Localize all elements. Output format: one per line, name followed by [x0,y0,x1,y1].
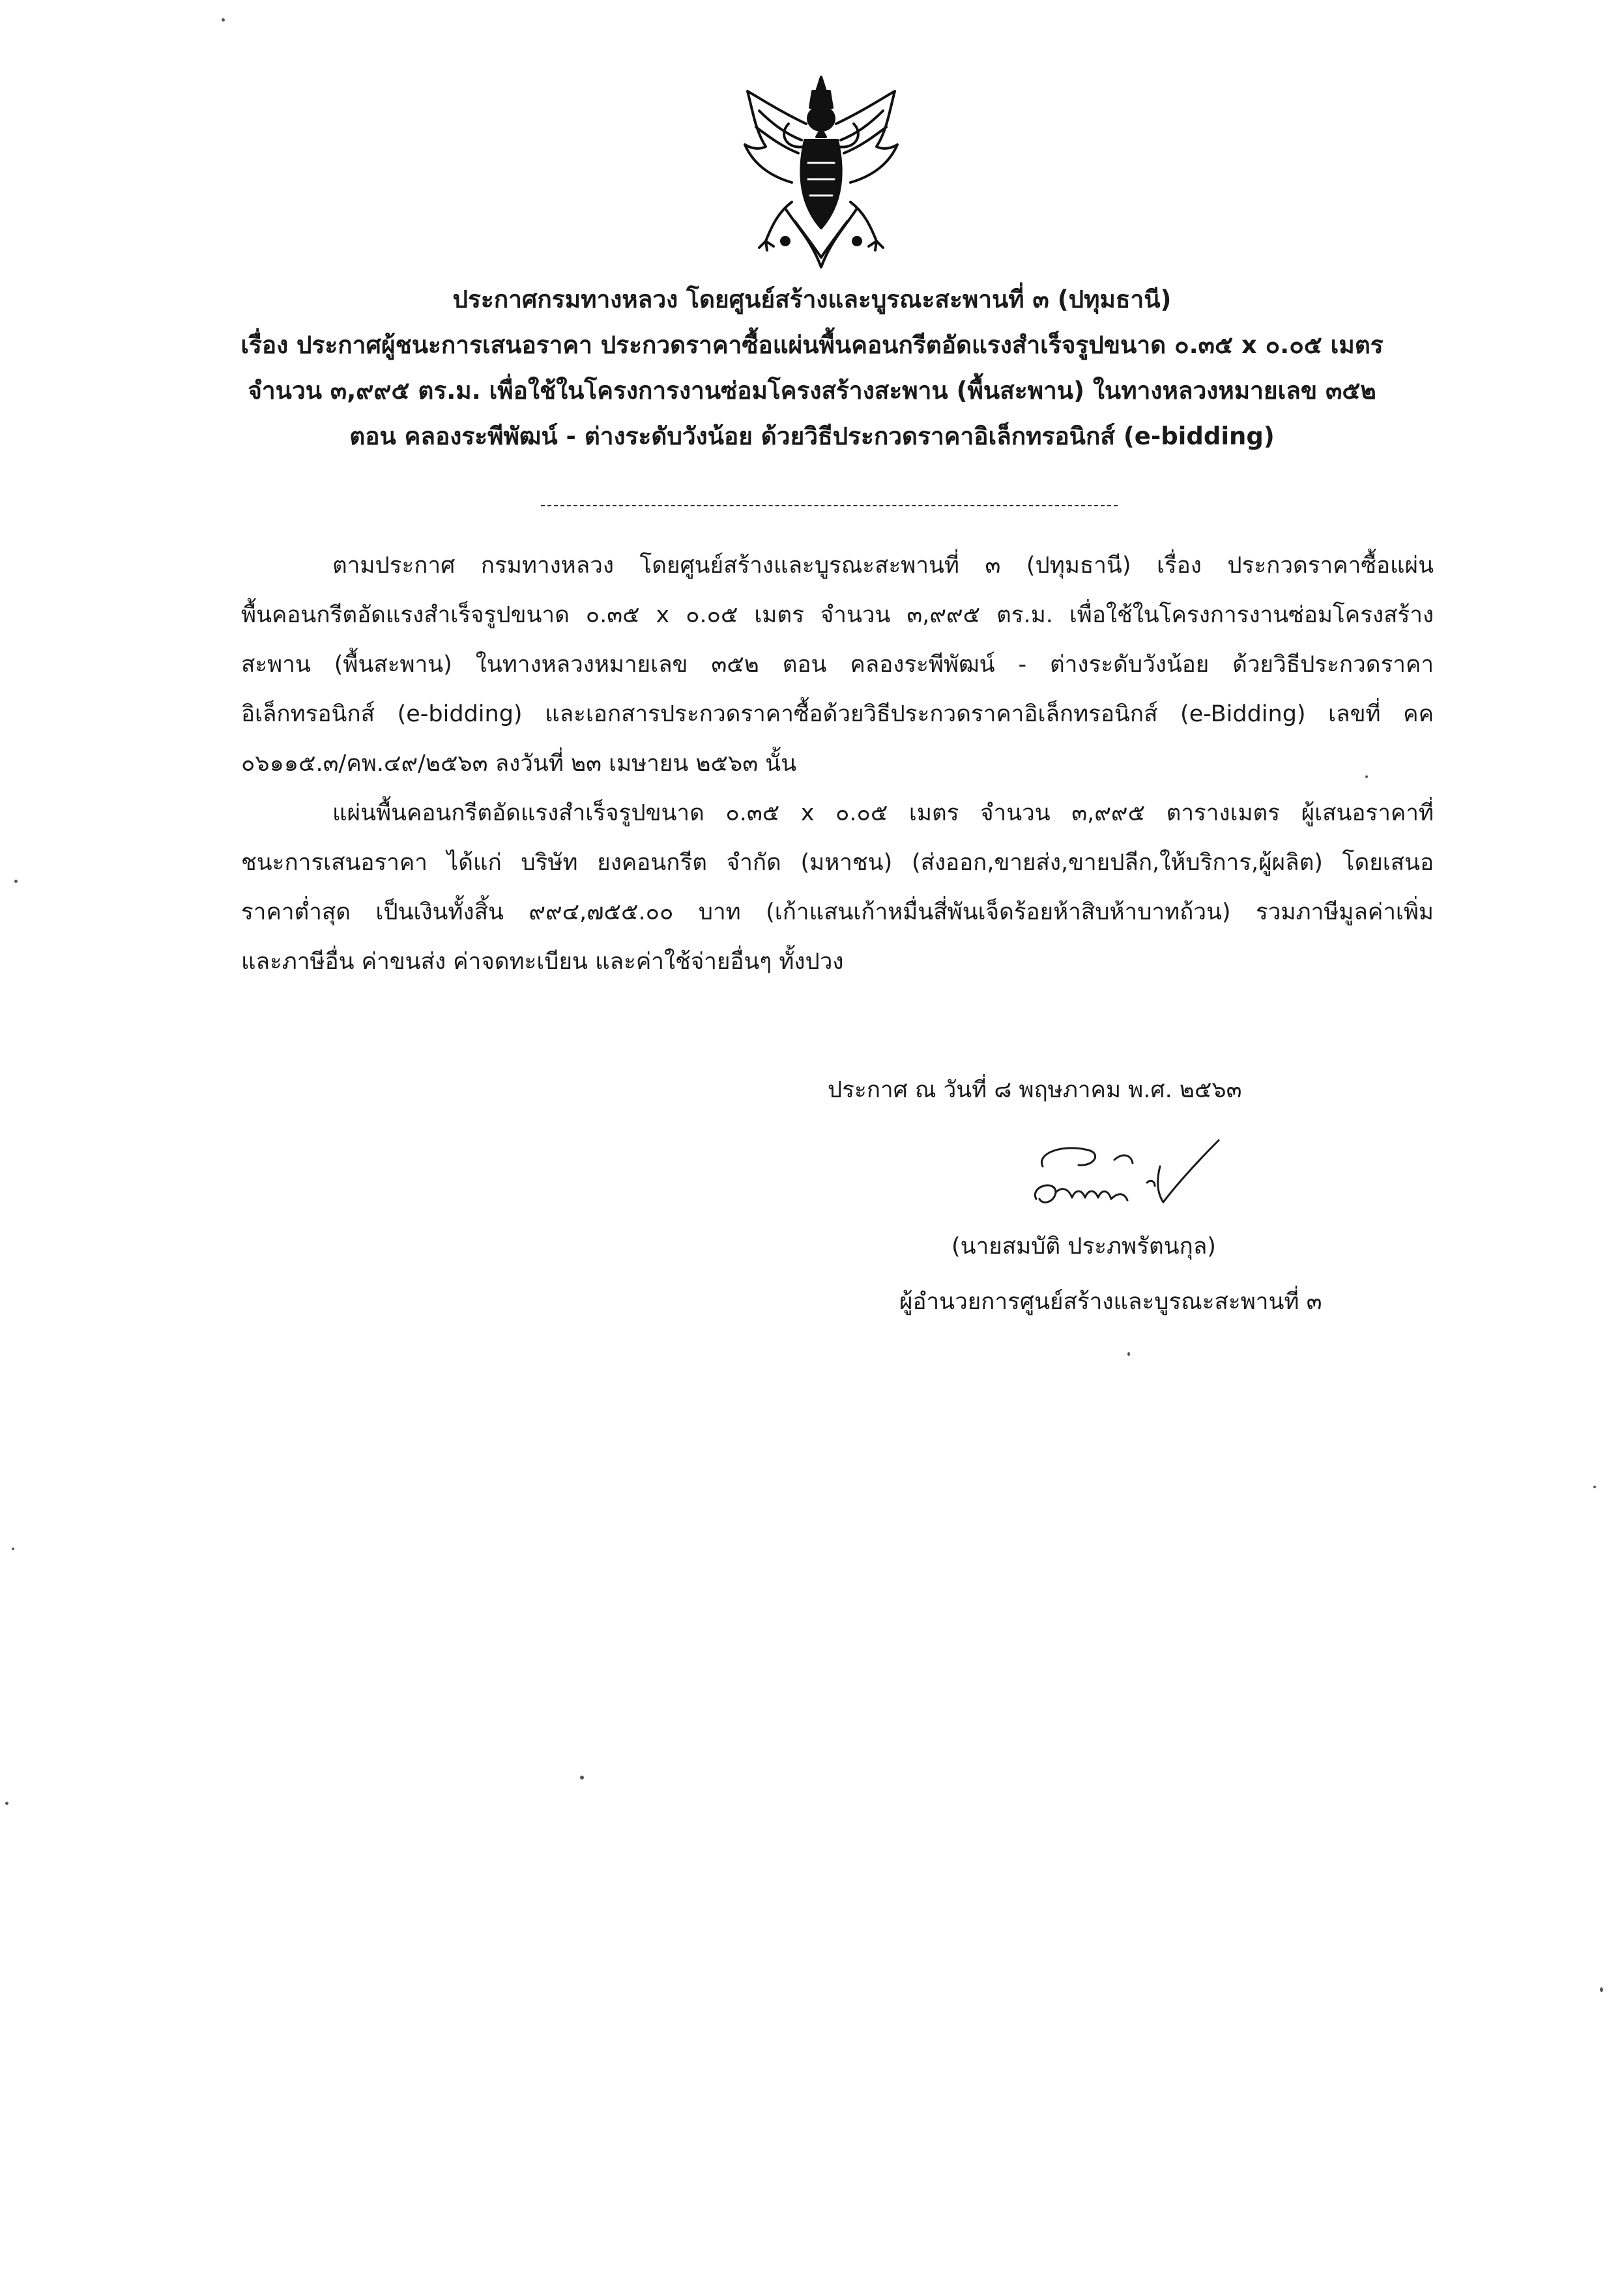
paragraph-line: อิเล็กทรอนิกส์ (e-bidding) และเอกสารประกวดราคาซื้อด้วยวิธีประกวดราคาอิเล็กทรอนิกส์ (e-Bidding) เลขที่ คค [241,701,1434,727]
paragraph-line: ราคาต่ำสุด เป็นเงินทั้งสิ้น ๙๙๔,๗๕๕.๐๐ บาท (เก้าแสนเก้าหมื่นสี่พันเจ็ดร้อยห้าสิบห้าบาทถ้วน) รวมภาษีมูลค่าเพิ่ม [241,899,1434,925]
scan-speck [1593,1486,1596,1488]
paragraph-line: ตามประกาศ กรมทางหลวง โดยศูนย์สร้างและบูรณะสะพานที่ ๓ (ปทุมธานี) เรื่อง ประกวดราคาซื้อแผ่น [332,553,1434,579]
title-line: ตอน คลองระพีพัฒน์ - ต่างระดับวังน้อย ด้วยวิธีประกวดราคาอิเล็กทรอนิกส์ (e-bidding) [349,422,1275,450]
paragraph-line: ๐๖๑๑๕.๓/คพ.๔๙/๒๕๖๓ ลงวันที่ ๒๓ เมษายน ๒๕๖๓ นั้น [241,751,797,777]
signer-name: (นายสมบัติ ประภพรัตนกุล) [951,1233,1216,1260]
title-line: ประกาศกรมทางหลวง โดยศูนย์สร้างและบูรณะสะพานที่ ๓ (ปทุมธานี) [452,285,1172,313]
announcement-body [241,541,1434,987]
paragraph-line: แผ่นพื้นคอนกรีตอัดแรงสำเร็จรูปขนาด ๐.๓๕ x ๐.๐๕ เมตร จำนวน ๓,๙๙๕ ตารางเมตร ผู้เสนอราคาที่ [332,800,1434,826]
paragraph-line: และภาษีอื่น ค่าขนส่ง ค่าจดทะเบียน และค่าใช้จ่ายอื่นๆ ทั้งปวง [241,949,844,975]
signer-title: ผู้อำนวยการศูนย์สร้างและบูรณะสะพานที่ ๓ [899,1289,1322,1315]
scan-speck [1600,1987,1603,1992]
scan-speck [14,880,18,883]
announcement-date: ประกาศ ณ วันที่ ๘ พฤษภาคม พ.ศ. ๒๕๖๓ [828,1077,1242,1103]
handwritten-signature [1017,1127,1251,1225]
title-line: เรื่อง ประกาศผู้ชนะการเสนอราคา ประกวดราคาซื้อแผ่นพื้นคอนกรีตอัดแรงสำเร็จรูปขนาด ๐.๓๕ x ๐.๐๕ เมตร [240,331,1384,359]
scan-speck [12,1548,14,1550]
scan-speck [1127,1352,1130,1356]
scan-speck [5,1802,8,1805]
paragraph-line: สะพาน (พื้นสะพาน) ในทางหลวงหมายเลข ๓๕๒ ตอน คลองระพีพัฒน์ - ต่างระดับวังน้อย ด้วยวิธีประกวดราคา [241,652,1434,678]
paragraph-winner [241,788,1434,987]
garuda-emblem-icon [733,72,909,274]
paragraph-line: ชนะการเสนอราคา ได้แก่ บริษัท ยงคอนกรีต จำกัด (มหาชน) (ส่งออก,ขายส่ง,ขายปลีก,ให้บริการ,ผู้ผลิต) โดยเสนอ [241,850,1434,876]
scan-speck [580,1776,584,1780]
paragraph-reference [241,541,1434,788]
scan-speck [222,18,225,22]
title-divider [541,505,1118,506]
announcement-title [196,277,1428,459]
title-line: จำนวน ๓,๙๙๕ ตร.ม. เพื่อใช้ในโครงการงานซ่อมโครงสร้างสะพาน (พื้นสะพาน) ในทางหลวงหมายเลข ๓๕๒ [248,377,1376,405]
scan-speck [1365,775,1368,778]
paragraph-line: พื้นคอนกรีตอัดแรงสำเร็จรูปขนาด ๐.๓๕ x ๐.๐๕ เมตร จำนวน ๓,๙๙๕ ตร.ม. เพื่อใช้ในโครงการงานซ่อมโครงสร้าง [241,602,1434,628]
